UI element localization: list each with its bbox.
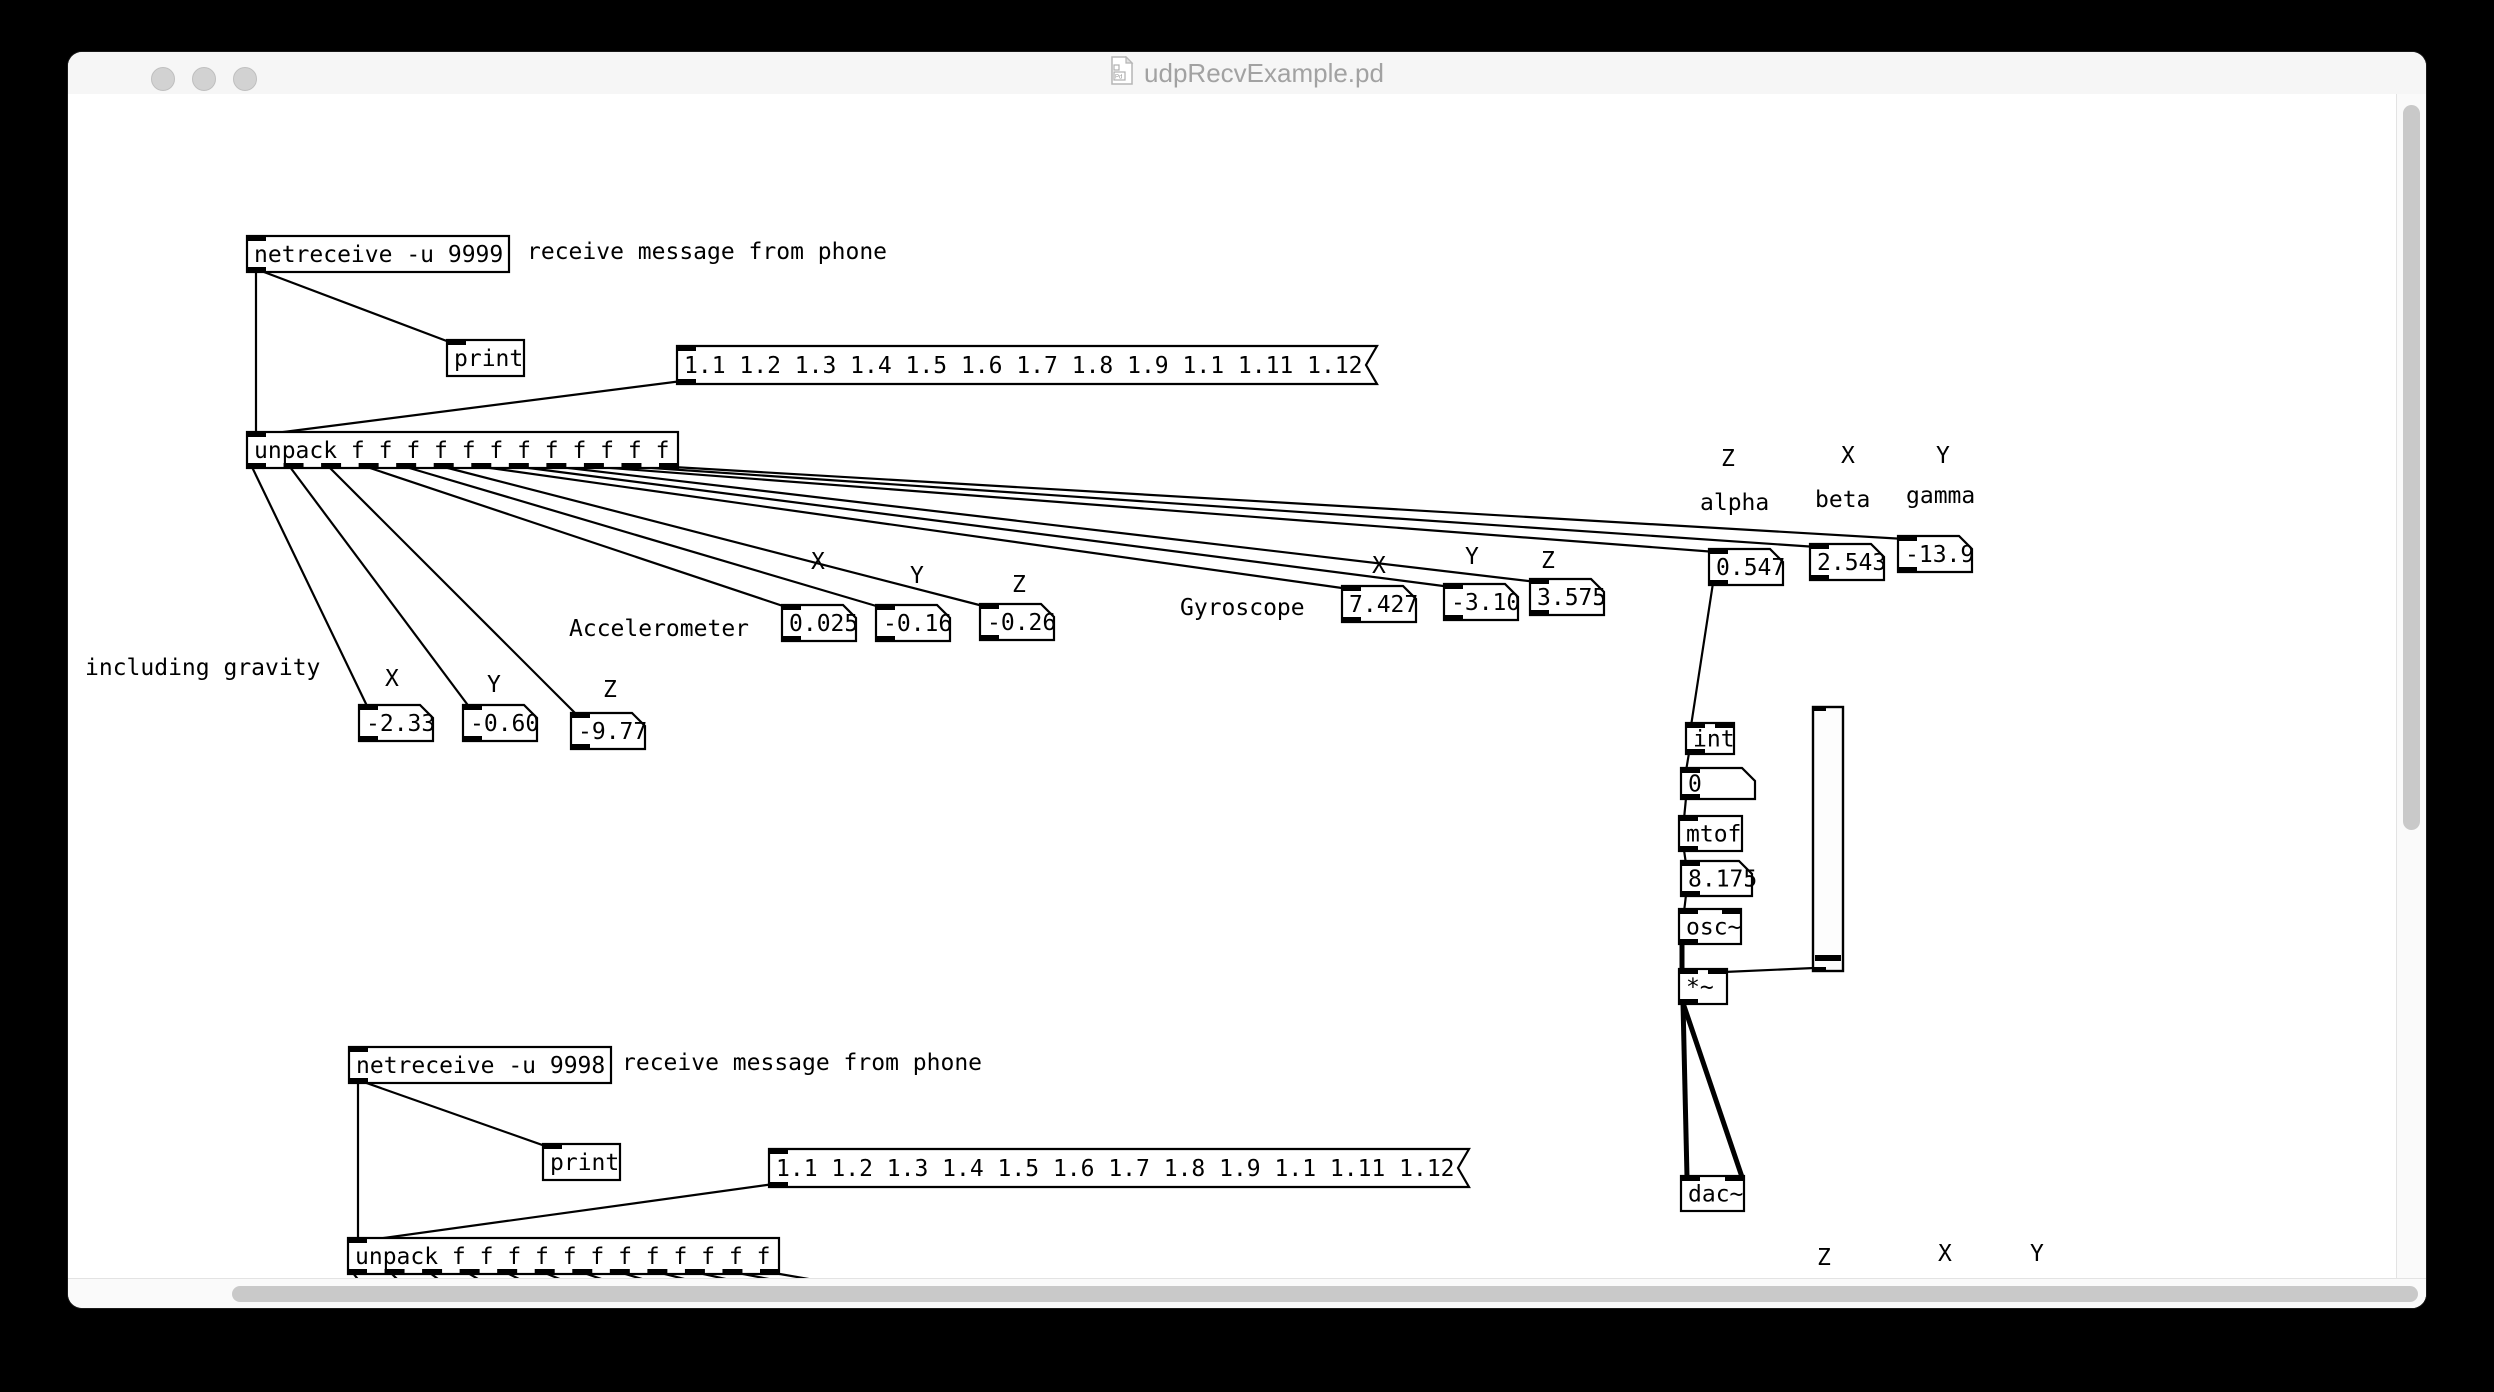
inlet[interactable] [570,712,590,718]
pd-file-icon [1110,56,1134,90]
comment-alpha [1700,490,1769,516]
comment-axis-y-bottom [2030,1241,2044,1267]
comment-accelerometer [569,616,749,642]
number-box-gyro-y-label: -3.10 [1451,590,1521,616]
inlet[interactable] [1708,548,1728,554]
comment-axis-z-orientation-label: Z [1721,446,1735,472]
inlet[interactable] [1341,585,1361,591]
comment-axis-y-bottom-label: Y [2030,1241,2044,1267]
message-box-floats-1-label: 1.1 1.2 1.3 1.4 1.5 1.6 1.7 1.8 1.9 1.1 1.11 1.12 [684,353,1363,379]
slider-knob[interactable] [1815,955,1841,961]
patch-cord [260,381,682,435]
number-box-gyro-y[interactable] [1443,583,1520,621]
patch-canvas[interactable] [68,94,2396,1278]
patch-cord [598,467,1716,552]
inlet[interactable] [446,339,466,345]
comment-axis-y-gyro [1465,544,1479,570]
inlet[interactable] [1443,583,1463,589]
number-box-accel-x-label: 0.025 [789,611,859,637]
object-box-netreceive-9999-label: netreceive -u 9999 [254,242,504,268]
comment-axis-x-orientation-label: X [1841,443,1855,469]
number-box-accel-x[interactable] [781,604,858,642]
inlet[interactable] [676,345,696,351]
outlet[interactable] [676,379,696,385]
number-box-gyro-z[interactable] [1529,578,1606,616]
inlet[interactable] [1725,1175,1745,1181]
comment-including-gravity-label: including gravity [85,655,321,681]
object-box-netreceive-9998-label: netreceive -u 9998 [356,1053,606,1079]
inlet[interactable] [246,431,266,437]
comment-axis-z-bottom [1817,1245,1831,1271]
object-box-netreceive-9999[interactable] [246,235,509,273]
patch-cord [329,467,578,716]
comment-receive-message-1 [527,239,887,265]
number-box-gravity-y-label: -0.60 [470,711,540,737]
object-box-print-2-label: print [550,1150,620,1176]
message-box-floats-1[interactable] [676,345,1377,385]
number-box-accel-z-label: -0.26 [987,610,1057,636]
patch-cord [637,467,1817,547]
number-box-gravity-y[interactable] [462,704,539,742]
object-box-print-2[interactable] [542,1143,620,1180]
signal-cord [1683,1003,1687,1177]
message-box-floats-2-label: 1.1 1.2 1.3 1.4 1.5 1.6 1.7 1.8 1.9 1.1 1.11 1.12 [776,1156,1455,1182]
number-box-gamma-label: -13.9 [1905,542,1975,568]
comment-axis-z-bottom-label: Z [1817,1245,1831,1271]
object-box-print-1[interactable] [446,339,524,376]
inlet[interactable] [246,235,266,241]
inlet[interactable] [768,1148,788,1154]
comment-axis-y-gravity [487,672,501,698]
comment-axis-x-gravity-label: X [385,666,399,692]
vertical-scrollbar-thumb[interactable] [2403,105,2420,830]
comment-axis-x-bottom-label: X [1938,1241,1952,1267]
patch-cord [367,467,789,608]
object-box-mtof-label: mtof [1686,821,1742,848]
object-box-osc[interactable] [1678,908,1742,945]
number-box-alpha-label: 0.547 [1716,555,1786,581]
patch-cord [1724,968,1814,972]
number-box-accel-z[interactable] [979,603,1056,641]
comment-axis-z-accel-label: Z [1012,572,1026,598]
comment-gamma [1906,483,1975,509]
number-box-gravity-z[interactable] [570,712,647,750]
comment-axis-y-accel-label: Y [910,563,924,589]
inlet[interactable] [1680,860,1700,866]
object-box-mtof[interactable] [1678,815,1742,852]
number-box-gravity-x[interactable] [358,704,435,742]
inlet[interactable] [1680,1175,1700,1181]
inlet[interactable] [348,1046,368,1052]
comment-axis-x-orientation [1841,443,1855,469]
comment-axis-z-gravity-label: Z [603,677,617,703]
comment-receive-message-2 [622,1050,982,1076]
inlet[interactable] [347,1237,367,1243]
inlet[interactable] [358,704,378,710]
object-box-unpack-1-label: unpack f f f f f f f f f f f f [254,438,670,464]
comment-axis-x-gyro-label: X [1372,553,1386,579]
inlet[interactable] [1678,908,1698,914]
inlet[interactable] [979,603,999,609]
pd-icon-badge: Pd [1115,74,1123,81]
object-box-dac[interactable] [1680,1175,1745,1211]
window-title: udpRecvExample.pd [1144,57,1384,88]
object-box-unpack-1[interactable] [246,431,679,469]
object-box-dac-label: dac~ [1688,1181,1744,1208]
number-box-accel-y-label: -0.16 [883,611,953,637]
object-box-int-label: int [1693,726,1735,753]
comment-gyroscope-label: Gyroscope [1180,595,1305,621]
comment-beta [1815,487,1870,513]
number-box-gyro-z-label: 3.575 [1537,585,1607,611]
comment-gyroscope [1180,595,1305,621]
number-box-gyro-x-label: 7.427 [1349,592,1419,618]
message-box-floats-2[interactable] [768,1148,1469,1188]
comment-axis-x-gyro [1372,553,1386,579]
horizontal-scrollbar-track[interactable] [68,1278,2426,1308]
inlet[interactable] [542,1143,562,1149]
comment-axis-y-accel [910,563,924,589]
inlet[interactable] [1529,578,1549,584]
comment-receive-message-2-label: receive message from phone [622,1050,983,1076]
object-box-unpack-2[interactable] [347,1237,780,1275]
number-box-beta[interactable] [1809,543,1886,581]
comment-axis-z-gyro-label: Z [1541,548,1555,574]
comment-gamma-label: gamma [1906,483,1976,509]
object-box-unpack-2-label: unpack f f f f f f f f f f f f [355,1244,771,1270]
inlet[interactable] [1809,543,1829,549]
pd-patch-window [68,52,2426,1308]
outlet[interactable] [768,1182,788,1188]
volume-vslider[interactable] [1812,706,1843,972]
comment-alpha-label: alpha [1700,490,1770,516]
object-box-print-1-label: print [454,346,524,372]
object-box-netreceive-9998[interactable] [348,1046,611,1084]
comment-axis-x-accel [811,549,825,575]
comment-axis-x-gravity [385,666,399,692]
comment-axis-y-gyro-label: Y [1465,544,1479,570]
object-box-osc-label: osc~ [1686,914,1742,941]
number-box-gravity-z-label: -9.77 [578,719,648,745]
inlet[interactable] [1678,968,1698,974]
inlet[interactable] [1897,535,1917,541]
comment-including-gravity [85,655,320,681]
number-box-gravity-x-label: -2.33 [366,711,436,737]
comment-axis-z-orientation [1721,446,1735,472]
inlet[interactable] [462,704,482,710]
comment-axis-y-orientation-label: Y [1936,443,1950,469]
number-box-beta-label: 2.543 [1817,550,1887,576]
patch-cord [362,1184,774,1241]
comment-axis-x-accel-label: X [811,549,825,575]
comment-axis-z-gravity [603,677,617,703]
inlet[interactable] [781,604,801,610]
vertical-scrollbar-track[interactable] [2396,94,2426,1308]
inlet[interactable] [1708,968,1728,974]
patch-cord [406,467,883,608]
patch-cord [358,1080,548,1147]
inlet[interactable] [1722,908,1742,914]
comment-axis-y-orientation [1936,443,1950,469]
inlet[interactable] [875,604,895,610]
number-box-alpha[interactable] [1708,548,1785,586]
comment-axis-x-bottom [1938,1241,1952,1267]
comment-beta-label: beta [1815,487,1871,513]
object-box-multiply-signal-label: *~ [1686,974,1714,1001]
number-box-frequency[interactable] [1680,860,1757,897]
object-box-int[interactable] [1685,722,1735,755]
comment-receive-message-1-label: receive message from phone [527,239,888,265]
number-box-gamma[interactable] [1897,535,1974,573]
signal-cord [1683,1003,1742,1177]
inlet[interactable] [1678,815,1698,821]
comment-axis-z-gyro [1541,548,1555,574]
patch-cord [1691,583,1713,726]
number-box-frequency-label: 8.175 [1688,866,1758,893]
comment-accelerometer-label: Accelerometer [569,616,750,642]
number-box-int-value[interactable] [1680,767,1755,800]
patch-cord [256,269,452,343]
comment-axis-y-gravity-label: Y [487,672,501,698]
patch-cord [444,467,987,607]
number-box-gyro-x[interactable] [1341,585,1418,623]
horizontal-scrollbar-thumb[interactable] [232,1286,2418,1302]
object-box-multiply-signal[interactable] [1678,968,1728,1005]
number-box-accel-y[interactable] [875,604,952,642]
patch-cord [560,467,1537,582]
number-box-int-value-label: 0 [1688,771,1702,798]
window-titlebar[interactable] [68,52,2426,96]
comment-axis-z-accel [1012,572,1026,598]
